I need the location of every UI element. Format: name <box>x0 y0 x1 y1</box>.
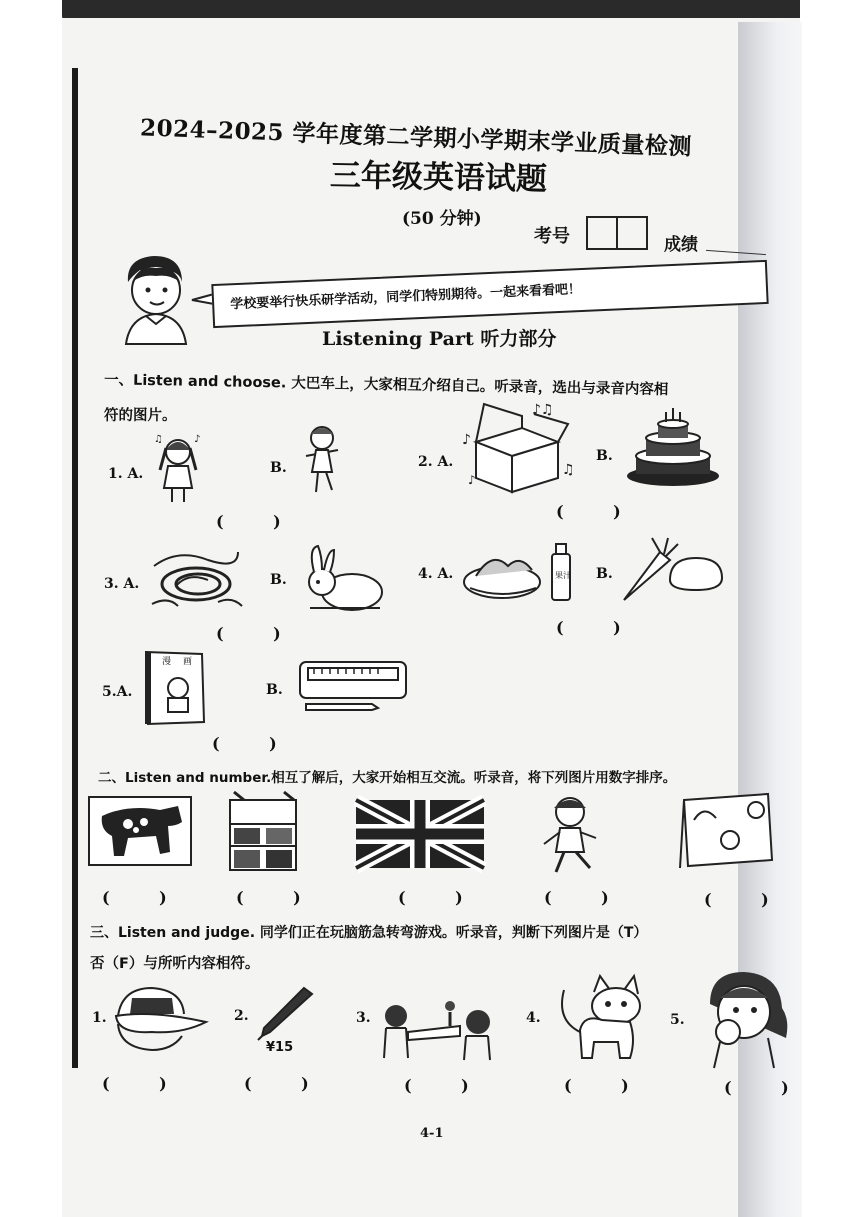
s2-answer-paren-4[interactable]: ( ) <box>544 888 631 907</box>
exam-title: 2024–2025 学年度第二学期小学期末学业质量检测 <box>139 114 693 161</box>
q2-label-a: 2. A. <box>418 454 454 470</box>
svg-text:♫: ♫ <box>154 434 163 445</box>
pencil-box-icon <box>298 656 410 712</box>
exam-number-field[interactable] <box>586 216 648 250</box>
juice-bottle-label: 果汁 <box>555 571 571 580</box>
speech-bubble-text: 学校要举行快乐研学活动，同学们特别期待。一起来看看吧！ <box>230 282 582 313</box>
q1-answer-paren[interactable]: ( ) <box>216 512 303 531</box>
s3-answer-paren-3[interactable]: ( ) <box>404 1076 491 1095</box>
q2-label-b: B. <box>596 448 613 464</box>
page-number: 4-1 <box>420 1126 444 1141</box>
s3-answer-paren-4[interactable]: ( ) <box>564 1076 651 1095</box>
q5-label-a: 5.A. <box>102 684 133 700</box>
q4-label-b: B. <box>596 566 613 582</box>
section3-heading: 三、Listen and judge. 同学们正在玩脑筋急转弯游戏。听录音，判断下列图片是（T） <box>90 925 648 941</box>
exam-number-label: 考号 <box>534 226 570 247</box>
svg-text:♪: ♪ <box>462 432 471 448</box>
s3-item-2: 2. <box>234 1008 249 1024</box>
s3-answer-paren-1[interactable]: ( ) <box>102 1074 189 1093</box>
q5-answer-paren[interactable]: ( ) <box>212 734 299 753</box>
pen-icon <box>256 984 316 1040</box>
girl-walking-icon <box>536 792 606 876</box>
q4-answer-paren[interactable]: ( ) <box>556 618 643 637</box>
section1-heading-cont: 符的图片。 <box>104 408 177 424</box>
photo-left-margin <box>0 0 62 1217</box>
score-label: 成绩 <box>664 235 698 255</box>
kids-at-table-icon <box>378 996 498 1062</box>
toy-shelf-icon <box>224 790 302 872</box>
s2-answer-paren-1[interactable]: ( ) <box>102 888 189 907</box>
svg-text:♪♫: ♪♫ <box>532 402 554 418</box>
girl-eating-apple-icon <box>690 968 798 1068</box>
cat-icon <box>550 970 646 1062</box>
s2-answer-paren-5[interactable]: ( ) <box>704 890 791 909</box>
part-title: Listening Part 听力部分 <box>322 328 557 350</box>
s3-item-5: 5. <box>670 1012 685 1028</box>
exam-subtitle: 三年级英语试题 <box>329 157 548 198</box>
q3-answer-paren[interactable]: ( ) <box>216 624 303 643</box>
q3-label-b: B. <box>270 572 287 588</box>
kids-drawing-board-icon <box>680 790 776 870</box>
girl-singing-icon <box>152 432 204 506</box>
s3-answer-paren-2[interactable]: ( ) <box>244 1074 331 1093</box>
rabbit-icon <box>300 544 388 614</box>
svg-text:♪: ♪ <box>194 434 201 445</box>
q1-label-b: B. <box>270 460 287 476</box>
svg-text:♫: ♫ <box>562 462 575 478</box>
comic-book-label: 漫画 <box>162 657 205 667</box>
section3-heading-cont: 否（F）与所听内容相符。 <box>90 956 260 972</box>
carrot-and-bread-icon <box>616 536 724 606</box>
birthday-cake-icon <box>626 404 720 490</box>
s3-item-1: 1. <box>92 1010 107 1026</box>
music-box-icon <box>462 398 580 494</box>
s3-item-3: 3. <box>356 1010 371 1026</box>
boy-illustration-icon <box>120 252 200 344</box>
svg-text:♪: ♪ <box>468 473 476 487</box>
exam-duration: (50 分钟) <box>402 209 482 229</box>
s3-item-4: 4. <box>526 1010 541 1026</box>
s2-answer-paren-3[interactable]: ( ) <box>398 888 485 907</box>
q3-label-a: 3. A. <box>104 576 140 592</box>
q5-label-b: B. <box>266 682 283 698</box>
section1-heading: 一、Listen and choose. 大巴车上，大家相互介绍自己。听录音，选出与录音内容相 <box>103 372 669 399</box>
union-jack-flag-icon <box>356 800 484 868</box>
q1-label-a: 1. A. <box>108 466 144 482</box>
q4-label-a: 4. A. <box>418 566 454 582</box>
binding-spine <box>72 68 78 1068</box>
girl-dancing-icon <box>298 420 350 500</box>
cap-icon <box>112 984 208 1054</box>
s2-answer-paren-2[interactable]: ( ) <box>236 888 323 907</box>
section2-heading: 二、Listen and number.相互了解后，大家开始相互交流。听录音，将下列图片用数字排序。 <box>98 770 677 786</box>
snake-icon <box>148 546 246 612</box>
photo-right-margin <box>800 0 860 1217</box>
s3-answer-paren-5[interactable]: ( ) <box>724 1078 811 1097</box>
ox-papercut-icon <box>88 796 192 866</box>
q2-answer-paren[interactable]: ( ) <box>556 502 643 521</box>
pen-price: ¥15 <box>266 1040 294 1055</box>
